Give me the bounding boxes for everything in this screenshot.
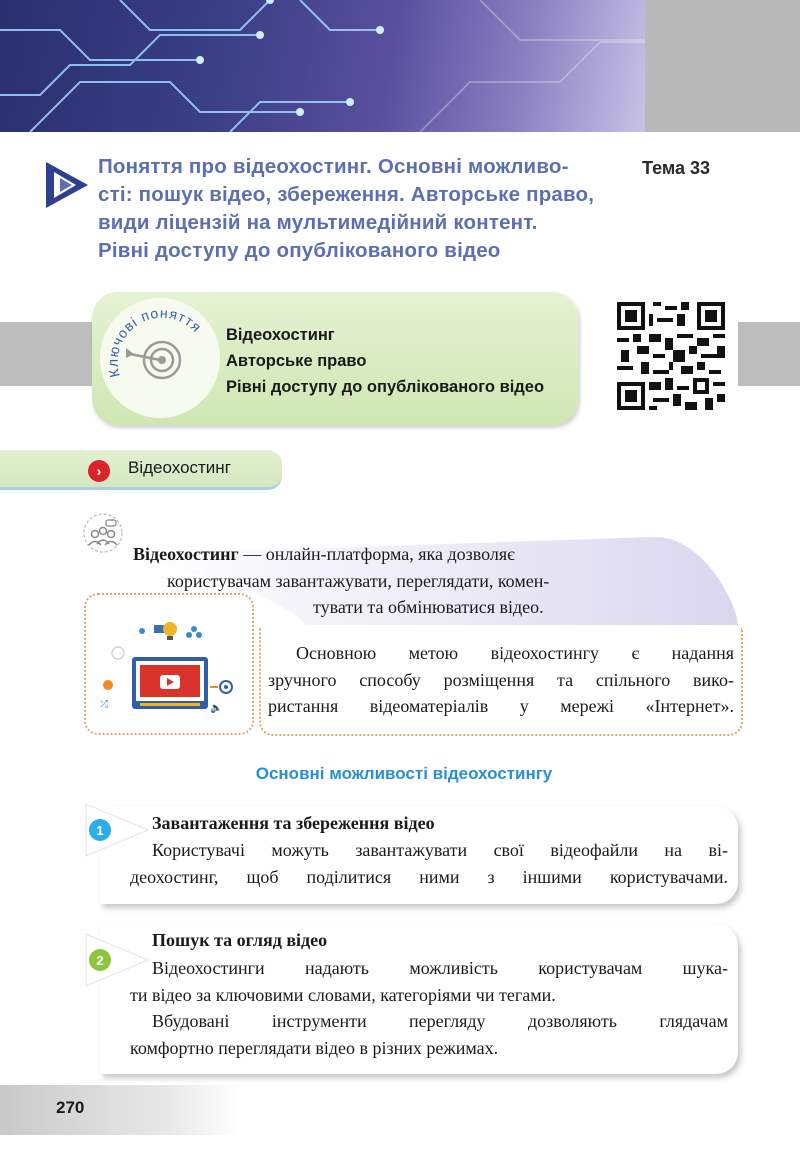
features-heading: Основні можливості відеохостингу — [255, 764, 553, 783]
header-banner — [0, 0, 645, 132]
number-2-label: 2 — [96, 953, 104, 968]
definition-line-3: тувати та обмінюватися відео. — [313, 597, 544, 617]
svg-text:🔈: 🔈 — [210, 703, 223, 714]
title-line: сті: пошук відео, збереження. Авторське право, — [98, 183, 595, 206]
gray-band-left — [0, 322, 96, 386]
feature-body — [130, 955, 728, 1061]
title-line: Рівні доступу до опублікованого відео — [98, 239, 501, 262]
circuit-pattern-icon — [0, 0, 645, 132]
definition-term: Відеохостинг — [133, 544, 239, 564]
goal-line: зручного способу розміщення та спільного вико- — [268, 669, 734, 690]
goal-line: ристання відеоматеріалів у мережі «Інтернет». — [268, 696, 734, 716]
page-number: 270 — [56, 1098, 85, 1117]
feature-body — [130, 837, 728, 890]
feature-line: Користувачі можуть завантажувати свої відеофайли на ві- — [152, 840, 728, 860]
number-1-label: 1 — [96, 823, 104, 838]
svg-text:⤮: ⤮ — [100, 699, 108, 710]
definition-line-1 — [133, 544, 515, 564]
feature-line: комфортно переглядати відео в різних режимах. — [130, 1037, 499, 1058]
page-title — [98, 153, 618, 265]
goal-text — [268, 640, 734, 720]
feature-line: ти відео за ключовими словами, категоріями чи тегами. — [130, 984, 556, 1005]
title-arrow-icon — [44, 160, 90, 210]
target-icon — [100, 298, 220, 418]
feature-line: Вбудовані інструменти перегляду дозволяють глядачам — [152, 1011, 728, 1031]
key-concepts-arc-label: Ключові поняття — [104, 304, 206, 379]
key-concept-item: Авторське право — [226, 352, 367, 370]
section-marker-icon: › — [88, 460, 110, 482]
definition-line-1-rest: — онлайн-платформа, яка дозволяє — [238, 544, 515, 564]
header-gray-block — [645, 0, 800, 132]
goal-line: Основною метою відеохостингу є надання — [296, 643, 734, 663]
feature-line: деохостинг, щоб поділитися ними з іншими користувачами. — [130, 866, 728, 887]
title-line: Поняття про відеохостинг. Основні можливо- — [98, 155, 569, 178]
qr-code[interactable] — [617, 302, 725, 410]
title-line: види ліцензій на мультимедійний контент. — [98, 211, 538, 234]
key-concept-item: Відеохостинг — [226, 326, 335, 344]
people-discussion-icon — [82, 512, 124, 554]
video-hosting-illustration — [84, 593, 254, 735]
topic-label: Тема 33 — [642, 158, 710, 178]
footer-bar — [0, 1085, 240, 1135]
video-screen-icon — [86, 595, 252, 733]
feature-line: Відеохостинги надають можливість користувачам шука- — [152, 958, 728, 978]
feature-title: Пошук та огляд відео — [152, 930, 328, 950]
key-concepts-badge — [100, 298, 220, 418]
feature-title: Завантаження та збереження відео — [152, 813, 435, 833]
key-concept-item: Рівні доступу до опублікованого відео — [226, 378, 545, 396]
key-concepts-list — [226, 322, 544, 400]
definition-line-2: користувачам завантажувати, переглядати, комен- — [167, 570, 550, 591]
gray-band-right — [738, 322, 800, 386]
section-heading: Відеохостинг — [128, 458, 231, 477]
qr-code-icon — [617, 302, 725, 410]
